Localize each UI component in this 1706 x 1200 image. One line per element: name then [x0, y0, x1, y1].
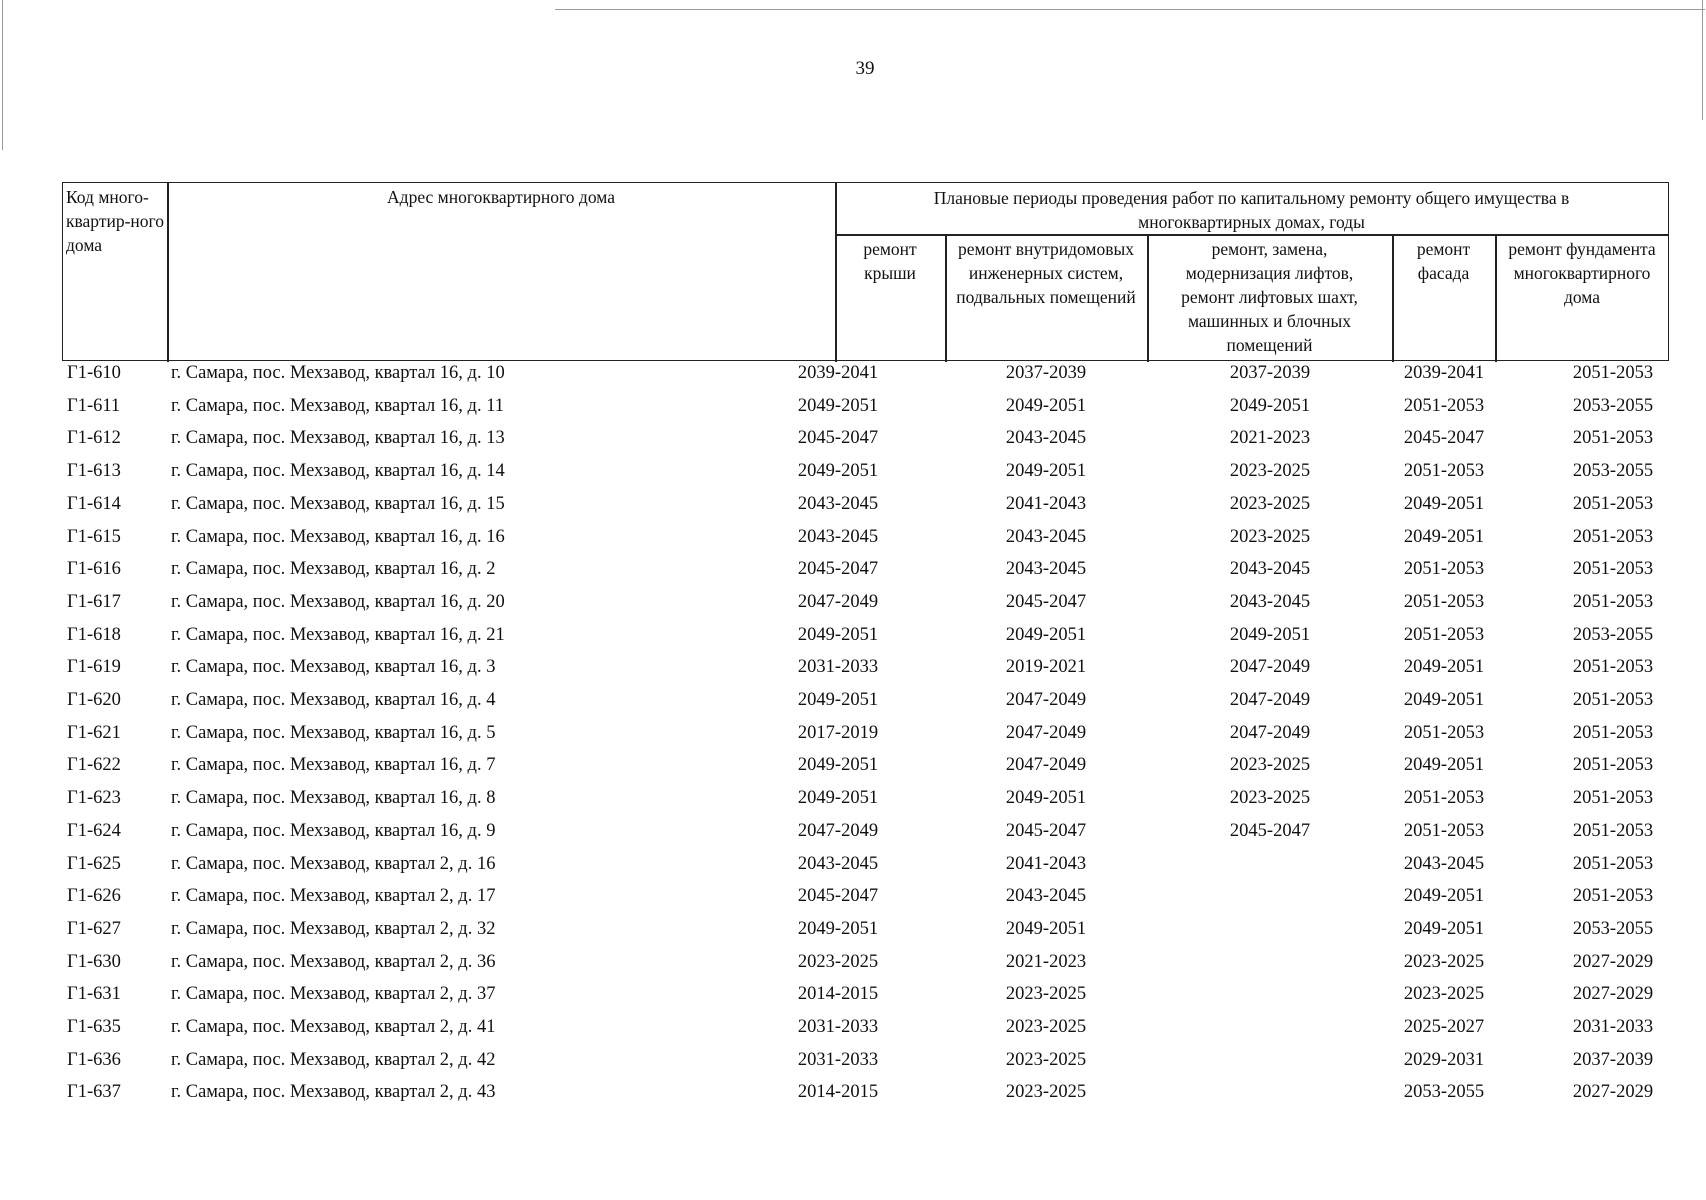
facade-period-cell: 2049-2051: [1403, 918, 1485, 939]
roof-period-cell: 2031-2033: [797, 1049, 879, 1070]
facade-period-cell: 2039-2041: [1403, 363, 1485, 383]
code-cell: Г1-613: [67, 461, 121, 482]
code-cell: Г1-627: [67, 918, 121, 939]
facade-period-cell: 2049-2051: [1403, 755, 1485, 776]
lifts-period-cell: 2037-2039: [1229, 363, 1311, 383]
table-row: [0, 688, 1706, 721]
foundation-period-cell: 2051-2053: [1572, 428, 1654, 449]
roof-period-cell: 2049-2051: [797, 461, 879, 482]
roof-period-cell: 2049-2051: [797, 755, 879, 776]
facade-period-cell: 2051-2053: [1403, 395, 1485, 416]
code-cell: Г1-626: [67, 886, 121, 907]
roof-period-cell: 2049-2051: [797, 395, 879, 416]
table-row: [0, 394, 1706, 427]
address-cell: г. Самара, пос. Мехзавод, квартал 16, д. 13: [171, 428, 505, 449]
header-divider: [167, 183, 169, 362]
engineering-period-cell: 2023-2025: [1005, 984, 1087, 1005]
header-foundation: ремонт фундамента многоквартирного дома: [1508, 239, 1656, 307]
table-row: [0, 1048, 1706, 1081]
engineering-period-cell: 2023-2025: [1005, 1017, 1087, 1037]
roof-period-cell: 2045-2047: [797, 886, 879, 907]
address-cell: г. Самара, пос. Мехзавод, квартал 16, д. 21: [171, 624, 505, 645]
roof-period-cell: 2043-2045: [797, 853, 879, 874]
table-row: [0, 492, 1706, 525]
foundation-period-cell: 2051-2053: [1572, 722, 1654, 743]
table-row: [0, 819, 1706, 852]
lifts-period-cell: 2049-2051: [1229, 624, 1311, 645]
facade-period-cell: 2051-2053: [1403, 591, 1485, 612]
address-cell: г. Самара, пос. Мехзавод, квартал 16, д. 10: [171, 363, 505, 383]
foundation-period-cell: 2051-2053: [1572, 363, 1654, 383]
address-cell: г. Самара, пос. Мехзавод, квартал 16, д. 4: [171, 690, 496, 710]
table-row: [0, 786, 1706, 819]
scan-edge-top: [555, 9, 1705, 10]
code-cell: Г1-619: [67, 657, 121, 678]
engineering-period-cell: 2047-2049: [1005, 690, 1087, 710]
table-row: [0, 1080, 1706, 1113]
roof-period-cell: 2014-2015: [797, 1082, 879, 1103]
lifts-period-cell: 2023-2025: [1229, 788, 1311, 809]
foundation-period-cell: 2051-2053: [1572, 493, 1654, 514]
foundation-period-cell: 2051-2053: [1572, 788, 1654, 809]
roof-period-cell: 2045-2047: [797, 559, 879, 580]
address-cell: г. Самара, пос. Мехзавод, квартал 2, д. 32: [171, 918, 496, 939]
roof-period-cell: 2014-2015: [797, 984, 879, 1005]
lifts-period-cell: 2043-2045: [1229, 559, 1311, 580]
address-cell: г. Самара, пос. Мехзавод, квартал 16, д. 14: [171, 461, 505, 482]
engineering-period-cell: 2045-2047: [1005, 591, 1087, 612]
facade-period-cell: 2053-2055: [1403, 1082, 1485, 1103]
address-cell: г. Самара, пос. Мехзавод, квартал 16, д. 11: [171, 395, 505, 416]
lifts-period-cell: 2047-2049: [1229, 722, 1311, 743]
foundation-period-cell: 2051-2053: [1572, 690, 1654, 710]
address-cell: г. Самара, пос. Мехзавод, квартал 16, д. 5: [171, 722, 496, 743]
engineering-period-cell: 2047-2049: [1005, 722, 1087, 743]
roof-period-cell: 2047-2049: [797, 820, 879, 841]
table-row: [0, 426, 1706, 459]
roof-period-cell: 2031-2033: [797, 657, 879, 678]
lifts-period-cell: 2045-2047: [1229, 820, 1311, 841]
code-cell: Г1-637: [67, 1082, 121, 1103]
foundation-period-cell: 2037-2039: [1572, 1049, 1654, 1070]
address-cell: г. Самара, пос. Мехзавод, квартал 2, д. 17: [171, 886, 496, 907]
engineering-period-cell: 2047-2049: [1005, 755, 1087, 776]
foundation-period-cell: 2051-2053: [1572, 853, 1654, 874]
roof-period-cell: 2017-2019: [797, 722, 879, 743]
table-row: [0, 590, 1706, 623]
roof-period-cell: 2031-2033: [797, 1017, 879, 1037]
lifts-period-cell: 2021-2023: [1229, 428, 1311, 449]
lifts-period-cell: 2023-2025: [1229, 755, 1311, 776]
engineering-period-cell: 2037-2039: [1005, 363, 1087, 383]
table-row: [0, 852, 1706, 885]
foundation-period-cell: 2051-2053: [1572, 591, 1654, 612]
facade-period-cell: 2043-2045: [1403, 853, 1485, 874]
engineering-period-cell: 2049-2051: [1005, 461, 1087, 482]
table-row: [0, 753, 1706, 786]
table-row: [0, 361, 1706, 394]
facade-period-cell: 2045-2047: [1403, 428, 1485, 449]
table-row: [0, 459, 1706, 492]
foundation-period-cell: 2051-2053: [1572, 526, 1654, 547]
code-cell: Г1-631: [67, 984, 121, 1005]
table-row: [0, 1015, 1706, 1048]
code-cell: Г1-612: [67, 428, 121, 449]
facade-period-cell: 2049-2051: [1403, 690, 1485, 710]
code-cell: Г1-636: [67, 1049, 121, 1070]
engineering-period-cell: 2023-2025: [1005, 1082, 1087, 1103]
address-cell: г. Самара, пос. Мехзавод, квартал 16, д. 8: [171, 788, 496, 809]
foundation-period-cell: 2053-2055: [1572, 395, 1654, 416]
code-cell: Г1-620: [67, 690, 121, 710]
foundation-period-cell: 2051-2053: [1572, 886, 1654, 907]
code-cell: Г1-624: [67, 820, 121, 841]
lifts-period-cell: 2043-2045: [1229, 591, 1311, 612]
address-cell: г. Самара, пос. Мехзавод, квартал 16, д. 3: [171, 657, 496, 678]
table-row: [0, 525, 1706, 558]
address-cell: г. Самара, пос. Мехзавод, квартал 2, д. 42: [171, 1049, 496, 1070]
address-cell: г. Самара, пос. Мехзавод, квартал 16, д. 9: [171, 820, 496, 841]
table-row: [0, 884, 1706, 917]
engineering-period-cell: 2043-2045: [1005, 559, 1087, 580]
roof-period-cell: 2039-2041: [797, 363, 879, 383]
foundation-period-cell: 2051-2053: [1572, 820, 1654, 841]
table-row: [0, 982, 1706, 1015]
header-address: Адрес многоквартирного дома: [387, 187, 615, 207]
code-cell: Г1-611: [67, 395, 121, 416]
address-cell: г. Самара, пос. Мехзавод, квартал 2, д. 37: [171, 984, 496, 1005]
facade-period-cell: 2023-2025: [1403, 951, 1485, 972]
foundation-period-cell: 2027-2029: [1572, 984, 1654, 1005]
engineering-period-cell: 2049-2051: [1005, 918, 1087, 939]
lifts-period-cell: 2023-2025: [1229, 493, 1311, 514]
header-divider: [835, 234, 1668, 236]
facade-period-cell: 2051-2053: [1403, 722, 1485, 743]
facade-period-cell: 2029-2031: [1403, 1049, 1485, 1070]
code-cell: Г1-618: [67, 624, 121, 645]
engineering-period-cell: 2049-2051: [1005, 624, 1087, 645]
page-number: 39: [855, 58, 875, 79]
lifts-period-cell: 2047-2049: [1229, 690, 1311, 710]
code-cell: Г1-625: [67, 853, 121, 874]
header-lifts: ремонт, замена, модернизация лифтов, ремонт лифтовых шахт, машинных и блочных помещений: [1181, 239, 1358, 355]
facade-period-cell: 2025-2027: [1403, 1017, 1485, 1037]
foundation-period-cell: 2031-2033: [1572, 1017, 1654, 1037]
table-row: [0, 557, 1706, 590]
facade-period-cell: 2051-2053: [1403, 788, 1485, 809]
code-cell: Г1-617: [67, 591, 121, 612]
header-engineering: ремонт внутридомовых инженерных систем, подвальных помещений: [956, 239, 1136, 307]
facade-period-cell: 2051-2053: [1403, 624, 1485, 645]
lifts-period-cell: 2023-2025: [1229, 461, 1311, 482]
foundation-period-cell: 2027-2029: [1572, 1082, 1654, 1103]
code-cell: Г1-635: [67, 1017, 121, 1037]
foundation-period-cell: 2051-2053: [1572, 755, 1654, 776]
code-cell: Г1-615: [67, 526, 121, 547]
engineering-period-cell: 2043-2045: [1005, 886, 1087, 907]
lifts-period-cell: 2047-2049: [1229, 657, 1311, 678]
roof-period-cell: 2045-2047: [797, 428, 879, 449]
address-cell: г. Самара, пос. Мехзавод, квартал 16, д. 15: [171, 493, 505, 514]
engineering-period-cell: 2041-2043: [1005, 853, 1087, 874]
facade-period-cell: 2051-2053: [1403, 461, 1485, 482]
header-facade: ремонт фасада: [1416, 239, 1471, 283]
engineering-period-cell: 2049-2051: [1005, 395, 1087, 416]
code-cell: Г1-621: [67, 722, 121, 743]
address-cell: г. Самара, пос. Мехзавод, квартал 2, д. 43: [171, 1082, 496, 1103]
roof-period-cell: 2049-2051: [797, 918, 879, 939]
lifts-period-cell: 2049-2051: [1229, 395, 1311, 416]
address-cell: г. Самара, пос. Мехзавод, квартал 16, д. 20: [171, 591, 505, 612]
roof-period-cell: 2023-2025: [797, 951, 879, 972]
roof-period-cell: 2049-2051: [797, 690, 879, 710]
lifts-period-cell: 2023-2025: [1229, 526, 1311, 547]
address-cell: г. Самара, пос. Мехзавод, квартал 16, д. 2: [171, 559, 496, 580]
engineering-period-cell: 2019-2021: [1005, 657, 1087, 678]
engineering-period-cell: 2041-2043: [1005, 493, 1087, 514]
foundation-period-cell: 2053-2055: [1572, 461, 1654, 482]
table-header: [62, 182, 1669, 361]
code-cell: Г1-623: [67, 788, 121, 809]
foundation-period-cell: 2051-2053: [1572, 559, 1654, 580]
header-planned-periods: Плановые периоды проведения работ по капитальному ремонту общего имущества в многоквартирных домах, годы: [933, 188, 1570, 232]
table-row: [0, 655, 1706, 688]
facade-period-cell: 2049-2051: [1403, 657, 1485, 678]
address-cell: г. Самара, пос. Мехзавод, квартал 16, д. 16: [171, 526, 505, 547]
address-cell: г. Самара, пос. Мехзавод, квартал 2, д. 36: [171, 951, 496, 972]
facade-period-cell: 2049-2051: [1403, 493, 1485, 514]
header-roof: ремонт крыши: [863, 239, 917, 283]
address-cell: г. Самара, пос. Мехзавод, квартал 16, д. 7: [171, 755, 496, 776]
engineering-period-cell: 2021-2023: [1005, 951, 1087, 972]
address-cell: г. Самара, пос. Мехзавод, квартал 2, д. 16: [171, 853, 496, 874]
foundation-period-cell: 2027-2029: [1572, 951, 1654, 972]
table-row: [0, 721, 1706, 754]
engineering-period-cell: 2045-2047: [1005, 820, 1087, 841]
roof-period-cell: 2049-2051: [797, 624, 879, 645]
foundation-period-cell: 2051-2053: [1572, 657, 1654, 678]
roof-period-cell: 2043-2045: [797, 526, 879, 547]
facade-period-cell: 2051-2053: [1403, 559, 1485, 580]
engineering-period-cell: 2023-2025: [1005, 1049, 1087, 1070]
engineering-period-cell: 2049-2051: [1005, 788, 1087, 809]
foundation-period-cell: 2053-2055: [1572, 918, 1654, 939]
table-row: [0, 917, 1706, 950]
roof-period-cell: 2049-2051: [797, 788, 879, 809]
code-cell: Г1-616: [67, 559, 121, 580]
code-cell: Г1-630: [67, 951, 121, 972]
table-row: [0, 623, 1706, 656]
code-cell: Г1-610: [67, 363, 121, 383]
engineering-period-cell: 2043-2045: [1005, 428, 1087, 449]
code-cell: Г1-622: [67, 755, 121, 776]
facade-period-cell: 2049-2051: [1403, 886, 1485, 907]
roof-period-cell: 2043-2045: [797, 493, 879, 514]
address-cell: г. Самара, пос. Мехзавод, квартал 2, д. 41: [171, 1017, 496, 1037]
facade-period-cell: 2051-2053: [1403, 820, 1485, 841]
facade-period-cell: 2023-2025: [1403, 984, 1485, 1005]
table-row: [0, 950, 1706, 983]
foundation-period-cell: 2053-2055: [1572, 624, 1654, 645]
code-cell: Г1-614: [67, 493, 121, 514]
engineering-period-cell: 2043-2045: [1005, 526, 1087, 547]
facade-period-cell: 2049-2051: [1403, 526, 1485, 547]
header-code: Код много-квартир-ного дома: [66, 187, 165, 255]
roof-period-cell: 2047-2049: [797, 591, 879, 612]
